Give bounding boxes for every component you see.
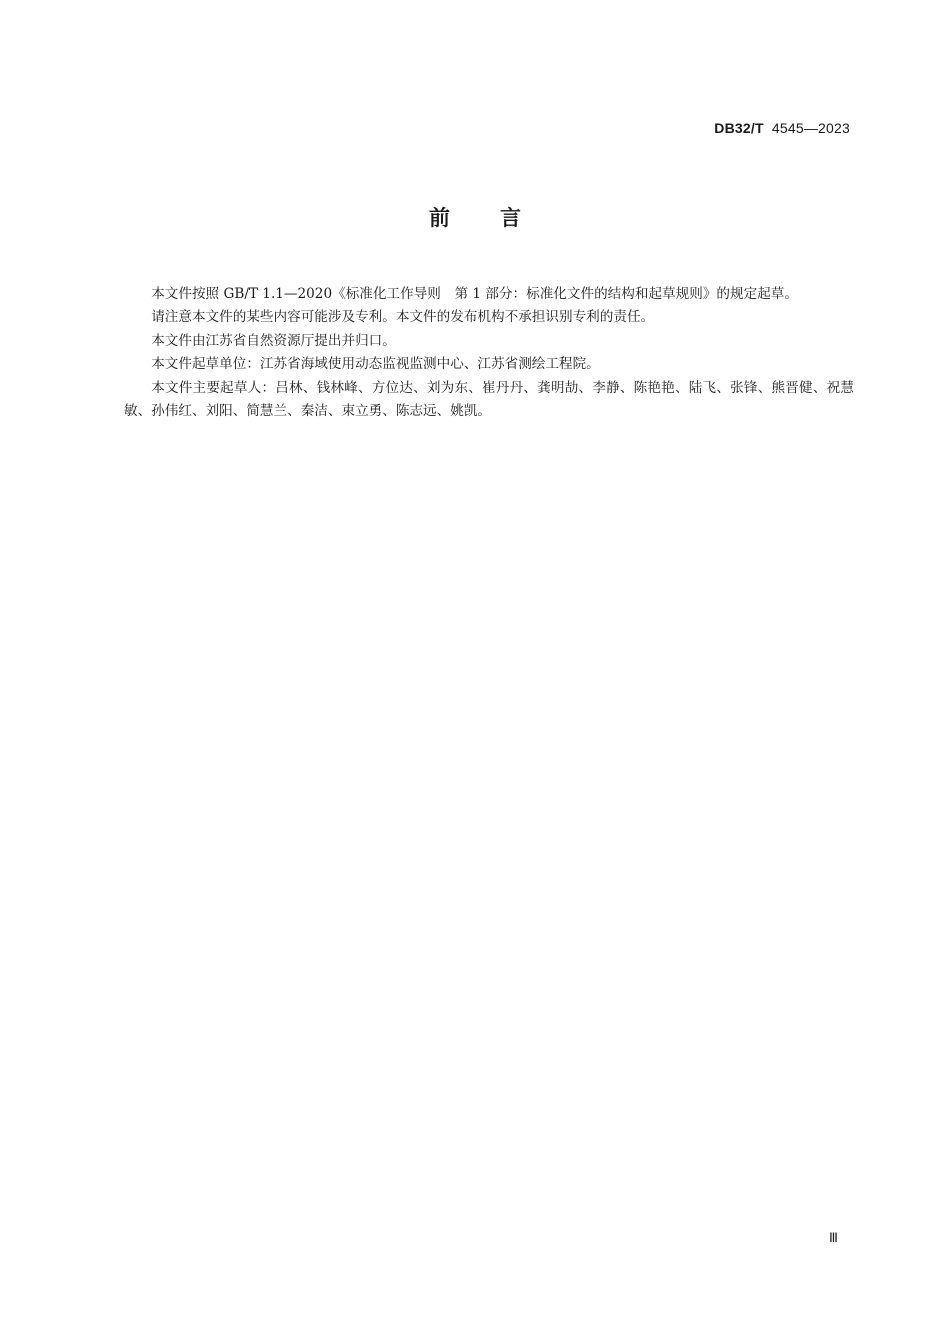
paragraph-patent-notice: 请注意本文件的某些内容可能涉及专利。本文件的发布机构不承担识别专利的责任。: [151, 309, 655, 326]
standard-number: 4545—2023: [771, 120, 850, 136]
standard-prefix: DB32/T: [714, 120, 764, 136]
paragraph-drafting-rules: 本文件按照 GB/T 1.1—2020《标准化工作导则 第 1 部分：标准化文件的结构和起草规则》的规定起草。: [151, 286, 798, 302]
paragraph-drafters: 本文件主要起草人：吕林、钱林峰、方位达、刘为东、崔丹丹、龚明劼、李静、陈艳艳、陆飞、张锋、熊晋健、祝慧敏、孙伟红、刘阳、简慧兰、秦洁、束立勇、陈志远、姚凯。: [124, 379, 854, 420]
paragraph-proposer: 本文件由江苏省自然资源厅提出并归口。: [151, 332, 396, 349]
standard-code: [714, 120, 850, 136]
page-number: Ⅲ: [829, 1230, 838, 1245]
foreword-body: [124, 283, 854, 423]
paragraph-drafting-units: 本文件起草单位：江苏省海域使用动态监视监测中心、江苏省测绘工程院。: [151, 356, 600, 373]
page-title: 前言: [429, 206, 571, 230]
